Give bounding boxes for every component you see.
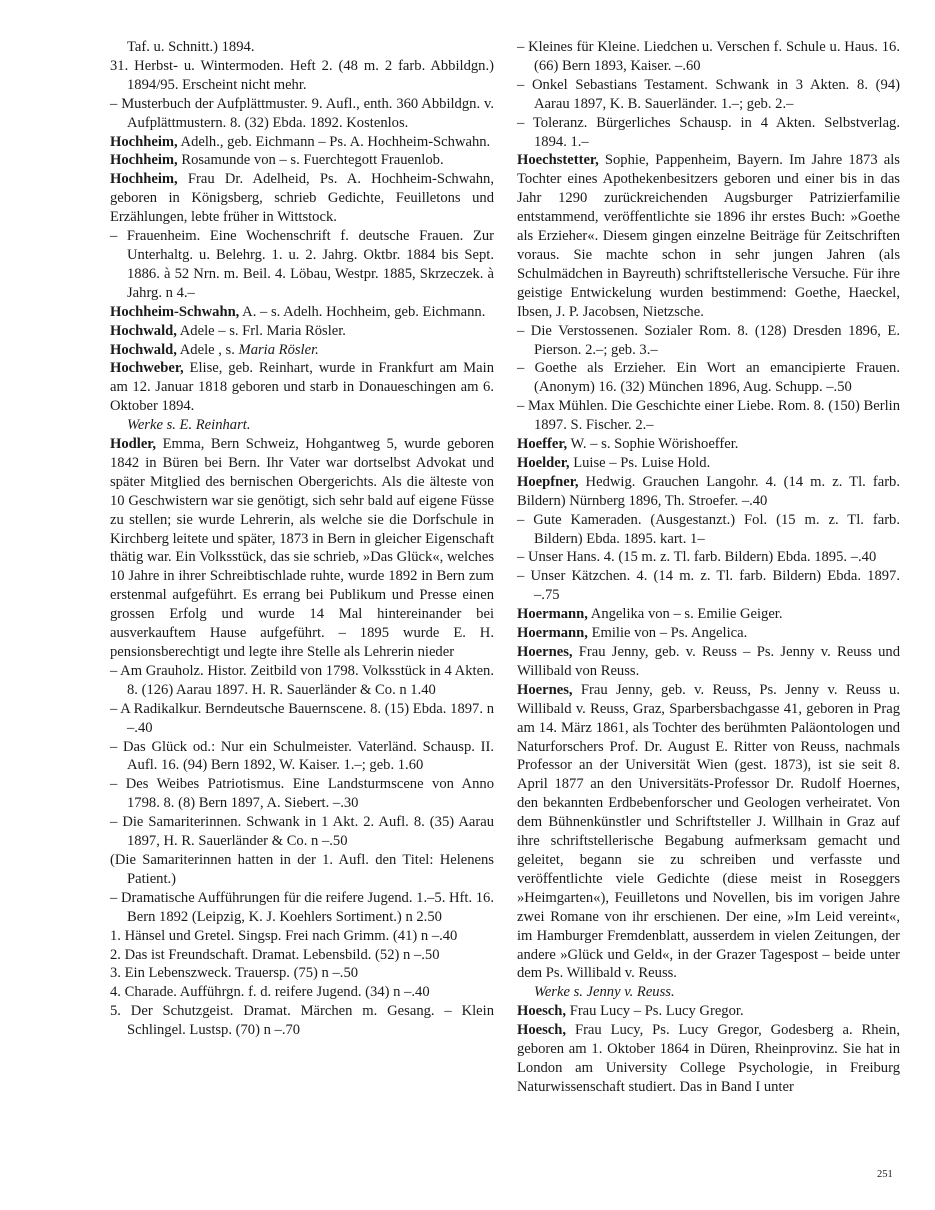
lexicon-entry <box>517 643 900 681</box>
work-item: – Unser Kätzchen. 4. (14 m. z. Tl. farb. Bildern) Ebda. 1897. –.75 <box>517 568 900 604</box>
entry-text: Angelika von – s. Emilie Geiger. <box>587 606 783 623</box>
entry-headword: Hoesch, <box>517 1003 567 1020</box>
work-item: – Das Glück od.: Nur ein Schulmeister. Vaterländ. Schausp. II. Aufl. 16. (94) Bern 1892, W. Kaiser. 1.–; geb. 1.60 <box>110 738 494 774</box>
lexicon-entry <box>517 681 900 984</box>
lexicon-entry <box>110 435 494 662</box>
entry-text: Emma, Bern Schweiz, Hohgantweg 5, wurde geboren 1842 in Büren bei Bern. Ihr Vater war dortselbst Advokat und später Mitglied des bernischen Obergerichts. Als die älteste von 10 Geschwistern war sie genötigt, sich sehr bald auf eigene Füsse zu stellen; sie wurde Lehrerin, als welche sie die Dorfschule in Kirchberg leitete und später, 1873 in Bern in gleicher Eigenschaft thätig war. Ein Volksstück, das sie schrieb, »Das Glück«, welches 10 Jahre in ihrer Schreibtischlade ruhte, wurde 1892 in Bern zum erstenmal aufgeführt. Es errang bei Publikum und Presse einen grossen Erfolg und wurde 14 Mal hintereinander bei ausverkauftem Hause aufgeführt. – 1895 wurde E. H. pensionsberechtigt und legte ihre Stelle als Lehrerin nieder <box>110 436 494 660</box>
numbered-work: 1. Hänsel und Gretel. Singsp. Frei nach Grimm. (41) n –.40 <box>110 927 458 944</box>
entry-headword: Hoermann, <box>517 625 588 642</box>
work-item: – A Radikalkur. Berndeutsche Bauernscene. 8. (15) Ebda. 1897. n –.40 <box>110 700 494 736</box>
entry-headword: Hoeffer, <box>517 436 568 453</box>
left-column <box>110 38 494 1040</box>
entry-text: Frau Dr. Adelheid, Ps. A. Hochheim-Schwahn, geboren in Königsberg, schrieb Gedichte, Feuilletons und Erzählungen, lebte früher in Wittstock. <box>110 171 494 226</box>
entry-text: Frau Lucy – Ps. Lucy Gregor. <box>566 1003 744 1020</box>
entry-headword: Hoesch, <box>517 1022 567 1039</box>
works-reference: Werke s. Jenny v. Reuss. <box>534 984 675 1001</box>
work-item: – Toleranz. Bürgerliches Schausp. in 4 Akten. Selbstverlag. 1894. 1.– <box>517 114 900 150</box>
lexicon-entry <box>110 303 494 322</box>
numbered-work: 4. Charade. Aufführgn. f. d. reifere Jugend. (34) n –.40 <box>110 984 430 1001</box>
lexicon-entry <box>517 151 900 321</box>
work-item: – Unser Hans. 4. (15 m. z. Tl. farb. Bildern) Ebda. 1895. –.40 <box>517 549 877 566</box>
lexicon-entry <box>110 341 494 360</box>
entry-text: Adelh., geb. Eichmann – Ps. A. Hochheim-Schwahn. <box>177 133 491 150</box>
numbered-work: 31. Herbst- u. Wintermoden. Heft 2. (48 m. 2 farb. Abbildgn.) 1894/95. Erscheint nicht mehr. <box>110 57 494 93</box>
continued-line: Taf. u. Schnitt.) 1894. <box>127 39 255 55</box>
lexicon-entry <box>517 435 900 454</box>
work-item: – Gute Kameraden. (Ausgestanzt.) Fol. (15 m. z. Tl. farb. Bildern) Ebda. 1895. kart. 1– <box>517 511 900 547</box>
entry-text: Elise, geb. Reinhart, wurde in Frankfurt am Main am 12. Januar 1818 geboren und starb in Donaueschingen am 6. Oktober 1894. <box>110 360 494 415</box>
entry-text: Emilie von – Ps. Angelica. <box>587 625 748 642</box>
entry-text: Sophie, Pappenheim, Bayern. Im Jahre 1873 als Tochter eines Apothekenbesitzers geboren und einer bis in das Jahr 1290 zurückreichenden Augsburger Patrizierfamilie entstammend, veröffentlichte sie 1896 ihr erstes Buch: »Goethe als Erzieher«. Diesem gingen einzelne Beiträge für Zeitschriften voraus. Sie machte schon in sehr jungen Jahren (als Schulmädchen in Bayreuth) schriftstellerische Versuche. Für ihre geistige Entwickelung wurden bestimmend: Goethe, Haeckel, Ibsen, J. P. Jacobsen, Nietzsche. <box>517 152 900 320</box>
works-reference: Werke s. E. Reinhart. <box>127 417 251 434</box>
entry-text: Adele – s. Frl. Maria Rösler. <box>176 322 346 339</box>
work-item: – Des Weibes Patriotismus. Eine Landsturmscene von Anno 1798. 8. (8) Bern 1897, A. Siebert. –.30 <box>110 776 494 812</box>
entry-text: Hedwig. Grauchen Langohr. 4. (14 m. z. Tl. farb. Bildern) Nürnberg 1896, Th. Stroefer. –.40 <box>517 473 900 509</box>
numbered-work: 3. Ein Lebenszweck. Trauersp. (75) n –.50 <box>110 965 359 982</box>
work-item: – Goethe als Erzieher. Ein Wort an emancipierte Frauen. (Anonym) 16. (32) München 1896, Aug. Schupp. –.50 <box>517 360 900 396</box>
entry-headword: Hochweber, <box>110 360 184 377</box>
work-item: – Die Verstossenen. Sozialer Rom. 8. (128) Dresden 1896, E. Pierson. 2.–; geb. 3.– <box>517 322 900 358</box>
entry-headword: Hochheim, <box>110 171 178 188</box>
work-item: – Am Grauholz. Histor. Zeitbild von 1798. Volksstück in 4 Akten. 8. (126) Aarau 1897. H. R. Sauerländer & Co. n 1.40 <box>110 662 494 698</box>
entry-headword: Hochwald, <box>110 322 177 339</box>
entry-text: Frau Jenny, geb. v. Reuss, Ps. Jenny v. Reuss u. Willibald v. Reuss, Graz, Sparbersbachgasse 41, geboren in Prag am 14. März 1861, als Tochter des berühmten Paläontologen und Naturforschers Prof. Dr. August E. Ritter von Reuss, nachmals Professor an der Universität Wien (gest. 1873), ist sie seit 8. April 1877 an den Universitäts-Professor Dr. Rudolf Hoernes, den bekannten Erdbebenforscher und Geologen verheiratet. Von dem Bühnenkünstler und Schriftsteller J. Willhain in Graz auf ihre schriftstellerische Begabung aufmerksam gemacht und geleitet, begann sie zu schreiben und verfasste und veröffentlichte viele Gedichte (diese meist in Roseggers »Heimgarten«), Feuilletons und Novellen, bis im vorigen Jahre zwei Romane von ihr erschienen. Der eine, »Im Leid vereint«, im Hamburger Fremdenblatt, ausserdem in vielen Zeitungen, der andere »Glück und Geld«, in der Grazer Tagespost – beide unter dem Ps. Willibald v. Reuss. <box>517 681 900 982</box>
entry-text: A. – s. Adelh. Hochheim, geb. Eichmann. <box>239 303 486 320</box>
lexicon-entry <box>517 473 900 511</box>
entry-headword: Hochheim, <box>110 133 178 150</box>
numbered-work: 2. Das ist Freundschaft. Dramat. Lebensbild. (52) n –.50 <box>110 946 440 963</box>
entry-text: Frau Jenny, geb. v. Reuss – Ps. Jenny v. Reuss und Willibald von Reuss. <box>517 644 900 679</box>
page-number: 251 <box>877 1169 893 1180</box>
entry-headword: Hochheim-Schwahn, <box>110 303 240 320</box>
numbered-work: 5. Der Schutzgeist. Dramat. Märchen m. Gesang. – Klein Schlingel. Lustsp. (70) n –.70 <box>110 1003 494 1039</box>
entry-headword: Hoelder, <box>517 454 570 471</box>
entry-text: W. – s. Sophie Wörishoeffer. <box>567 436 739 453</box>
entry-headword: Hodler, <box>110 436 157 453</box>
entry-reference: Maria Rösler. <box>238 341 319 358</box>
lexicon-entry <box>517 605 900 624</box>
entry-headword: Hoermann, <box>517 606 588 623</box>
entry-headword: Hoepfner, <box>517 473 579 490</box>
work-item: – Max Mühlen. Die Geschichte einer Liebe. Rom. 8. (150) Berlin 1897. S. Fischer. 2.– <box>517 398 900 434</box>
entry-headword: Hoechstetter, <box>517 152 599 169</box>
work-item: – Frauenheim. Eine Wochenschrift f. deutsche Frauen. Zur Unterhaltg. u. Belehrg. 1. u. 2. Jahrg. Oktbr. 1884 bis Sept. 1886. à 52 Nrn. m. Beil. 4. Löbau, Westpr. 1885, Skrzeczek. à Jahrg. n 4.– <box>110 228 494 301</box>
entry-headword: Hochheim, <box>110 152 178 169</box>
lexicon-entry <box>110 322 494 341</box>
lexicon-entry <box>517 624 900 643</box>
lexicon-entry <box>517 1002 900 1021</box>
lexicon-entry <box>110 359 494 416</box>
entry-text: Adele , s. <box>176 341 239 358</box>
lexicon-entry <box>110 133 494 152</box>
lexicon-entry <box>517 454 900 473</box>
lexicon-entry <box>110 151 494 170</box>
entry-headword: Hochwald, <box>110 341 177 358</box>
entry-text: Rosamunde von – s. Fuerchtegott Frauenlob. <box>177 152 444 169</box>
numbered-work: (Die Samariterinnen hatten in der 1. Aufl. den Titel: Helenens Patient.) <box>110 851 494 887</box>
lexicon-entry <box>517 1021 900 1097</box>
entry-headword: Hoernes, <box>517 644 573 660</box>
work-item: – Die Samariterinnen. Schwank in 1 Akt. 2. Aufl. 8. (35) Aarau 1897, H. R. Sauerländer & Co. n –.50 <box>110 814 494 850</box>
work-item: – Dramatische Aufführungen für die reifere Jugend. 1.–5. Hft. 16. Bern 1892 (Leipzig, K. J. Koehlers Sortiment.) n 2.50 <box>110 889 494 925</box>
entry-text: Luise – Ps. Luise Hold. <box>569 454 711 471</box>
work-item: – Onkel Sebastians Testament. Schwank in 3 Akten. 8. (94) Aarau 1897, K. B. Sauerländer. 1.–; geb. 2.– <box>517 76 900 112</box>
work-item: – Kleines für Kleine. Liedchen u. Verschen f. Schule u. Haus. 16. (66) Bern 1893, Kaiser. –.60 <box>517 39 900 74</box>
entry-text: Frau Lucy, Ps. Lucy Gregor, Godesberg a. Rhein, geboren am 1. Oktober 1864 in Düren, Rheinprovinz. Sie hat in London am University College Psychologie, in Freiburg Naturwissenschaft studiert. Das in Band I unter <box>517 1022 900 1095</box>
lexicon-entry <box>110 170 494 227</box>
entry-headword: Hoernes, <box>517 681 573 698</box>
work-item: – Musterbuch der Aufplättmuster. 9. Aufl., enth. 360 Abbildgn. v. Aufplättmustern. 8. (32) Ebda. 1892. Kostenlos. <box>110 95 494 131</box>
right-column <box>517 38 900 1097</box>
